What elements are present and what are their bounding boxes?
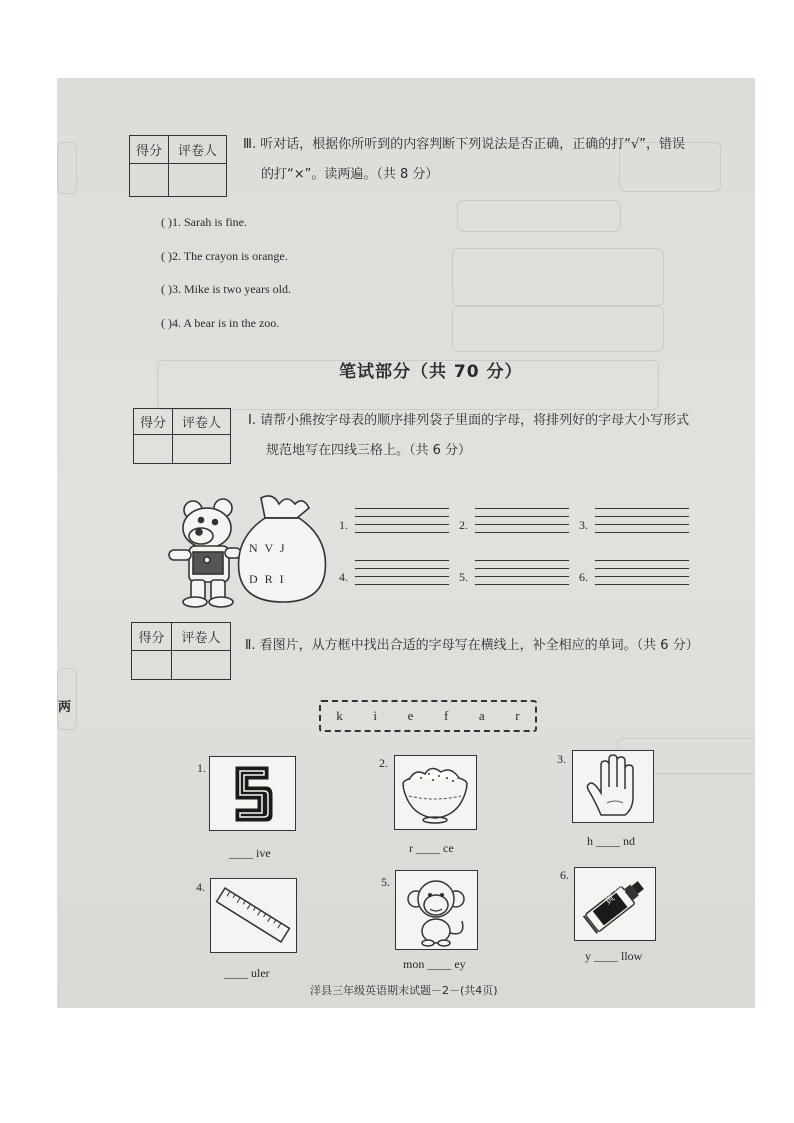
instruction-line: 的打“×”。读两遍。（共 8 分） xyxy=(261,167,439,182)
statement-item: ( )4. A bear is in the zoo. xyxy=(161,316,280,330)
letter-choice: a xyxy=(478,708,485,723)
rice-bowl-icon xyxy=(395,756,476,829)
letter-choice: r xyxy=(515,708,520,723)
bear-with-bag-illustration xyxy=(161,490,331,610)
writing-number: 2. xyxy=(459,518,468,532)
writing-number: 4. xyxy=(339,570,348,584)
grader-cell xyxy=(169,164,227,197)
picture-frame xyxy=(572,750,654,823)
statement-item: ( )1. Sarah is fine. xyxy=(161,215,247,229)
writing-number: 5. xyxy=(459,570,468,584)
letter-choices-box xyxy=(319,700,537,732)
score-cell xyxy=(130,164,169,197)
page-footer: 洋县三年级英语期末试题－2－(共4页) xyxy=(310,984,498,997)
picture-number: 2. xyxy=(379,756,388,770)
section-instruction xyxy=(248,406,748,466)
letter-choice: f xyxy=(443,708,449,723)
bear-icon xyxy=(169,499,241,607)
four-line-grid[interactable] xyxy=(595,508,689,533)
margin-character: 两 xyxy=(58,700,72,715)
bleed-through-box xyxy=(452,248,664,306)
letter-choice: i xyxy=(373,708,378,723)
blank-word[interactable]: r ____ ce xyxy=(409,841,454,855)
score-table xyxy=(133,408,231,464)
score-cell xyxy=(132,651,172,680)
picture-frame xyxy=(210,878,297,953)
picture-frame xyxy=(574,867,656,941)
statement-item: ( )3. Mike is two years old. xyxy=(161,282,291,296)
grader-cell xyxy=(173,435,231,464)
statement-item: ( )2. The crayon is orange. xyxy=(161,249,288,263)
grader-cell xyxy=(171,651,230,680)
four-line-grid[interactable] xyxy=(475,508,569,533)
letter-choice: k xyxy=(336,708,343,723)
four-line-grid[interactable] xyxy=(595,560,689,585)
paint-tube-label: 黄 色 xyxy=(602,884,628,907)
instruction-line: Ⅰ. 请帮小熊按字母表的顺序排列袋子里面的字母，将排列好的字母大小写形式 xyxy=(248,413,690,428)
exam-page-photo xyxy=(57,78,755,1008)
grader-label: 评卷人 xyxy=(173,409,231,435)
picture-frame xyxy=(394,755,477,830)
instruction-line: 规范地写在四线三格上。（共 6 分） xyxy=(266,443,472,458)
bleed-through-box xyxy=(457,200,621,232)
monkey-icon xyxy=(396,871,477,949)
section-instruction: Ⅱ. 看图片，从方框中找出合适的字母写在横线上，补全相应的单词。（共 6 分） xyxy=(245,638,699,653)
picture-number: 3. xyxy=(557,752,566,766)
score-label: 得分 xyxy=(132,623,172,651)
score-table xyxy=(131,622,231,680)
letter-choice: e xyxy=(407,708,414,723)
picture-number: 4. xyxy=(196,880,205,894)
blank-word[interactable]: ____ ive xyxy=(229,846,271,860)
bag-letters-row: N V J xyxy=(249,541,287,555)
instruction-line: Ⅲ. 听对话，根据你所听到的内容判断下列说法是否正确，正确的打“√”，错误 xyxy=(243,137,685,152)
section-instruction xyxy=(243,130,748,190)
grader-label: 评卷人 xyxy=(169,136,227,164)
blank-word[interactable]: h ____ nd xyxy=(587,834,635,848)
score-table xyxy=(129,135,227,197)
blank-word[interactable]: ____ uler xyxy=(224,966,270,980)
bleed-through-box xyxy=(57,142,77,194)
bag-letters-row: D R I xyxy=(249,572,286,586)
score-label: 得分 xyxy=(130,136,169,164)
four-line-grid[interactable] xyxy=(355,560,449,585)
picture-number: 5. xyxy=(381,875,390,889)
writing-number: 3. xyxy=(579,518,588,532)
writing-number: 6. xyxy=(579,570,588,584)
hand-icon xyxy=(573,751,653,822)
four-line-grid[interactable] xyxy=(355,508,449,533)
score-label: 得分 xyxy=(134,409,173,435)
ruler-icon xyxy=(211,879,296,952)
grader-label: 评卷人 xyxy=(171,623,230,651)
yellow-paint-icon xyxy=(575,868,655,940)
blank-word[interactable]: y ____ llow xyxy=(585,949,643,963)
five-icon xyxy=(210,757,295,830)
picture-frame xyxy=(209,756,296,831)
picture-number: 6. xyxy=(560,868,569,882)
writing-number: 1. xyxy=(339,518,348,532)
picture-number: 1. xyxy=(197,761,206,775)
score-cell xyxy=(134,435,173,464)
four-line-grid[interactable] xyxy=(475,560,569,585)
written-section-title: 笔试部分（共 70 分） xyxy=(339,362,523,382)
picture-frame xyxy=(395,870,478,950)
bleed-through-box xyxy=(452,306,664,352)
blank-word[interactable]: mon ____ ey xyxy=(403,957,466,971)
